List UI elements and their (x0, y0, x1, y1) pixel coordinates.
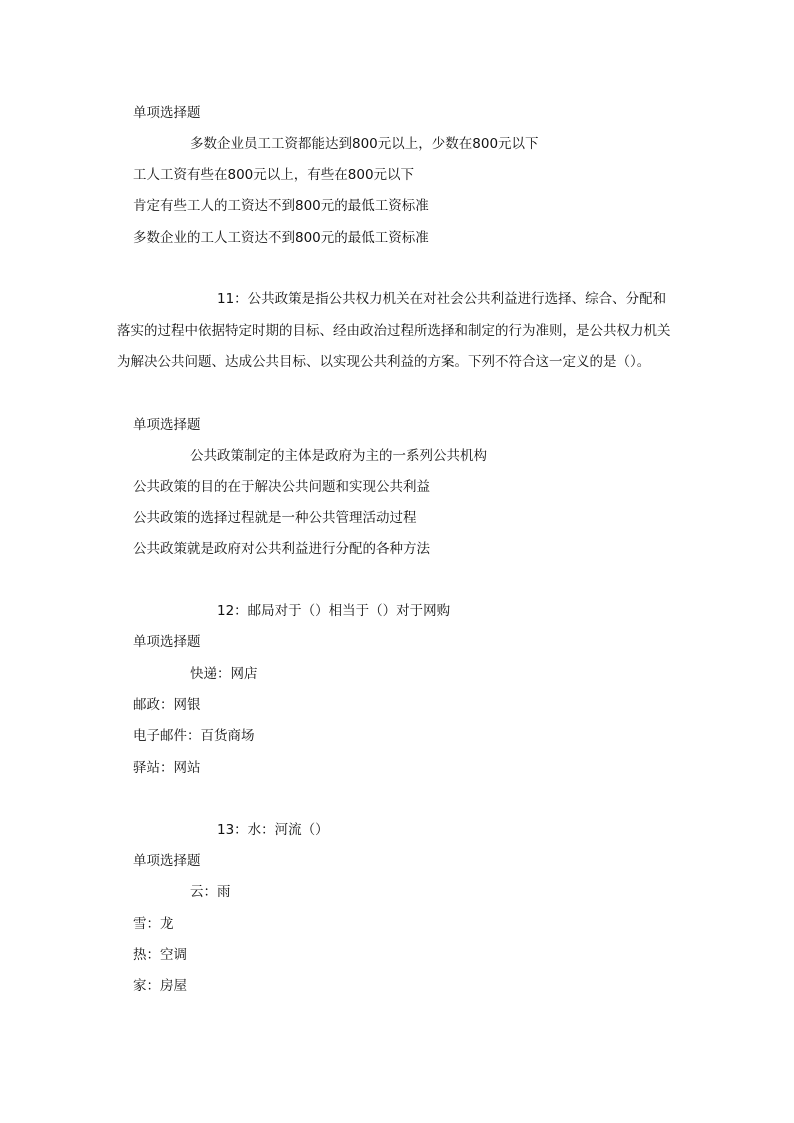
question-12-stem: 12：邮局对于（）相当于（）对于网购 (217, 603, 451, 619)
question-type-label: 单项选择题 (133, 417, 201, 433)
option-d: 多数企业的工人工资达不到800元的最低工资标准 (133, 230, 429, 246)
question-11-stem: 11：公共政策是指公共权力机关在对社会公共利益进行选择、综合、分配和落实的过程中依据特定时期的目标、经由政治过程所选择和制定的行为准则，是公共权力机关为解决公共问题、达成公共目标、以实现公共利益的方案。下列不符合这一定义的是（）。 (117, 291, 671, 370)
option-a: 公共政策制定的主体是政府为主的一系列公共机构 (190, 448, 487, 464)
option-d: 公共政策就是政府对公共利益进行分配的各种方法 (133, 541, 430, 557)
question-type-label: 单项选择题 (133, 105, 201, 121)
option-b: 邮政：网银 (133, 697, 201, 713)
option-b: 雪：龙 (133, 916, 174, 932)
option-d: 家：房屋 (133, 978, 187, 994)
option-b: 工人工资有些在800元以上，有些在800元以下 (133, 167, 415, 183)
question-type-label: 单项选择题 (133, 853, 201, 869)
option-a: 快递：网店 (190, 666, 258, 682)
option-c: 公共政策的选择过程就是一种公共管理活动过程 (133, 510, 417, 526)
option-c: 热：空调 (133, 947, 187, 963)
option-a: 多数企业员工工资都能达到800元以上，少数在800元以下 (190, 136, 539, 152)
option-c: 肯定有些工人的工资达不到800元的最低工资标准 (133, 198, 429, 214)
option-b: 公共政策的目的在于解决公共问题和实现公共利益 (133, 479, 430, 495)
question-type-label: 单项选择题 (133, 634, 201, 650)
option-a: 云：雨 (190, 884, 231, 900)
question-13-stem: 13：水：河流（） (217, 822, 329, 838)
option-d: 驿站：网站 (133, 760, 201, 776)
option-c: 电子邮件：百货商场 (133, 728, 255, 744)
